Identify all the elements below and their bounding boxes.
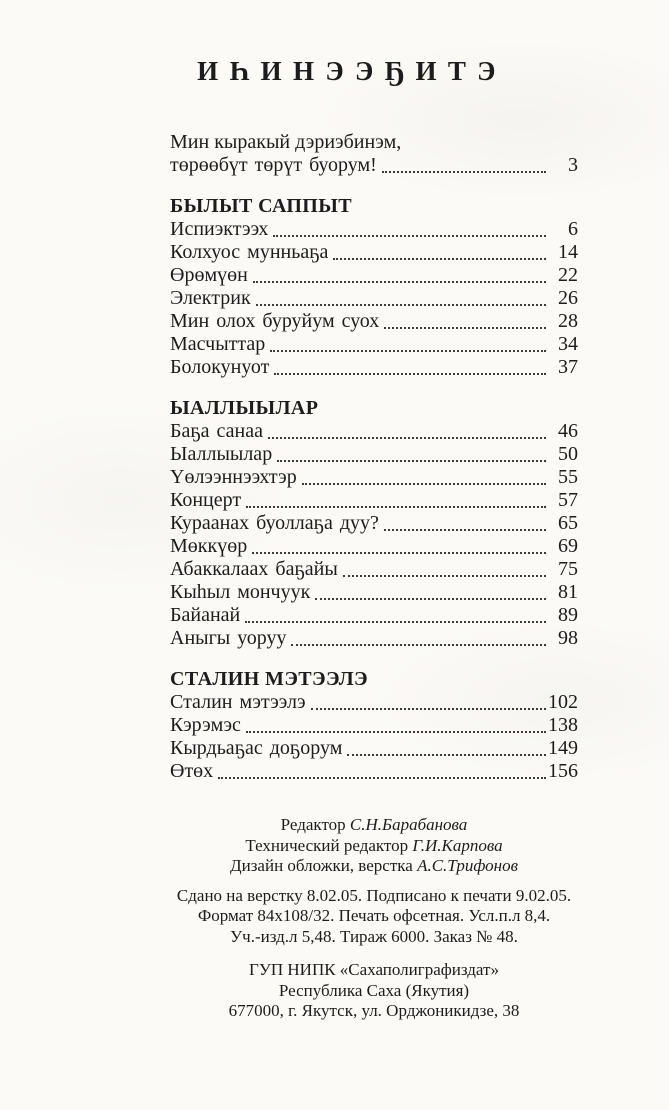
toc-entry-page: 50 bbox=[558, 443, 578, 465]
toc-entry-page: 28 bbox=[558, 310, 578, 332]
toc-entry bbox=[170, 310, 578, 333]
toc-section bbox=[170, 668, 578, 783]
toc-entry bbox=[170, 356, 578, 379]
toc-entry-page: 55 bbox=[558, 466, 578, 488]
toc-sections bbox=[170, 195, 578, 783]
contents-column bbox=[170, 0, 578, 1022]
toc-entry-title: Концерт bbox=[170, 489, 242, 511]
toc-entry bbox=[170, 241, 578, 264]
section-heading: СТАЛИН МЭТЭЭЛЭ bbox=[170, 668, 368, 690]
toc-section bbox=[170, 195, 578, 379]
colophon-staff-line bbox=[170, 836, 578, 857]
toc-entry-page: 138 bbox=[548, 714, 578, 736]
dot-leader bbox=[274, 373, 546, 375]
toc-intro-line2: төрөөбүт төрүт буорум! bbox=[170, 154, 377, 176]
toc-intro-line2-row bbox=[170, 154, 578, 177]
colophon-publisher-line: ГУП НИПК «Сахаполиграфиздат» bbox=[249, 960, 499, 979]
toc-entry bbox=[170, 760, 578, 783]
dot-leader bbox=[382, 171, 546, 173]
dot-leader bbox=[384, 327, 546, 329]
toc-entry-page: 6 bbox=[568, 218, 578, 240]
toc-entry-title: Кураанах буоллаҕа дуу? bbox=[170, 512, 379, 534]
colophon-staff-name: А.С.Трифонов bbox=[417, 856, 518, 875]
colophon-print-info-line: Формат 84х108/32. Печать офсетная. Усл.п.л 8,4. bbox=[197, 906, 551, 925]
toc-entry bbox=[170, 466, 578, 489]
dot-leader bbox=[343, 575, 546, 577]
toc-intro-entry bbox=[170, 131, 578, 177]
toc-entry-page: 69 bbox=[558, 535, 578, 557]
colophon-print-info bbox=[170, 886, 578, 948]
colophon-staff-name: С.Н.Барабанова bbox=[349, 815, 468, 834]
dot-leader bbox=[256, 304, 546, 306]
dot-leader bbox=[253, 281, 546, 283]
toc-entry-page: 102 bbox=[548, 691, 578, 713]
toc-entry-title: Испиэктээх bbox=[170, 218, 269, 240]
dot-leader bbox=[218, 777, 546, 779]
toc-entry-page: 75 bbox=[558, 558, 578, 580]
toc-entry-title: Кэрэмэс bbox=[170, 714, 241, 736]
dot-leader bbox=[302, 483, 546, 485]
colophon-publisher-line: Республика Саха (Якутия) bbox=[278, 980, 470, 1000]
toc-entry-title: Абаккалаах баҕайы bbox=[170, 558, 338, 580]
dot-leader bbox=[333, 258, 546, 260]
toc-entry-title: Сталин мэтээлэ bbox=[170, 691, 306, 713]
toc-entry bbox=[170, 333, 578, 356]
dot-leader bbox=[277, 460, 546, 462]
toc-entry bbox=[170, 420, 578, 443]
colophon-staff bbox=[170, 815, 578, 877]
toc-entry-title: Баҕа санаа bbox=[170, 420, 263, 442]
toc-entry-page: 65 bbox=[558, 512, 578, 534]
dot-leader bbox=[315, 598, 546, 600]
colophon-staff-line bbox=[170, 815, 578, 836]
toc-entry bbox=[170, 604, 578, 627]
toc-entry-page: 26 bbox=[558, 287, 578, 309]
dot-leader bbox=[384, 529, 546, 531]
toc-entry-page: 89 bbox=[558, 604, 578, 626]
toc-entry-title: Электрик bbox=[170, 287, 251, 309]
toc-entry bbox=[170, 443, 578, 466]
toc-entry-title: Болокунуот bbox=[170, 356, 270, 378]
toc-entry-page: 149 bbox=[548, 737, 578, 759]
toc-entry-page: 14 bbox=[558, 241, 578, 263]
toc-entry bbox=[170, 218, 578, 241]
toc-entry-title: Колхуос мунньаҕа bbox=[170, 241, 329, 263]
toc-entry-title: Ыаллыылар bbox=[170, 443, 273, 465]
dot-leader bbox=[268, 437, 546, 439]
toc-entry bbox=[170, 627, 578, 650]
colophon-staff-role: Дизайн обложки, верстка bbox=[230, 856, 413, 875]
toc-entry-page: 156 bbox=[548, 760, 578, 782]
toc-section bbox=[170, 397, 578, 650]
toc-entry bbox=[170, 714, 578, 737]
colophon-publisher bbox=[170, 960, 578, 1022]
dot-leader bbox=[245, 621, 546, 623]
toc-entry bbox=[170, 691, 578, 714]
dot-leader bbox=[291, 644, 546, 646]
dot-leader bbox=[252, 552, 546, 554]
toc-entry bbox=[170, 737, 578, 760]
toc-entry bbox=[170, 287, 578, 310]
section-heading: ЫАЛЛЫЫЛАР bbox=[170, 397, 319, 419]
dot-leader bbox=[311, 708, 546, 710]
colophon-staff-role: Редактор bbox=[280, 815, 346, 834]
dot-leader bbox=[273, 235, 546, 237]
toc-entry bbox=[170, 535, 578, 558]
toc-intro-page: 3 bbox=[568, 154, 578, 176]
toc-entry-title: Кыһыл мончуук bbox=[170, 581, 311, 603]
dot-leader bbox=[347, 754, 546, 756]
toc-entry-page: 46 bbox=[558, 420, 578, 442]
dot-leader bbox=[246, 506, 546, 508]
toc-entry bbox=[170, 264, 578, 287]
section-heading: БЫЛЫТ САППЫТ bbox=[170, 195, 353, 217]
toc-entry bbox=[170, 558, 578, 581]
toc-entry-page: 22 bbox=[558, 264, 578, 286]
toc-entry-page: 37 bbox=[558, 356, 578, 378]
colophon-staff-role: Технический редактор bbox=[245, 835, 409, 855]
colophon-print-info-line: Уч.-изд.л 5,48. Тираж 6000. Заказ № 48. bbox=[230, 926, 518, 946]
colophon-staff-name: Г.И.Карпова bbox=[412, 835, 503, 855]
toc-entry-title: Мөккүөр bbox=[170, 535, 248, 557]
toc-entry-page: 98 bbox=[558, 627, 578, 649]
colophon-print-info-line: Сдано на верстку 8.02.05. Подписано к печати 9.02.05. bbox=[176, 885, 572, 905]
toc-entry-title: Масчыттар bbox=[170, 333, 266, 355]
toc-entry-title: Байанай bbox=[170, 604, 241, 626]
dot-leader bbox=[270, 350, 546, 352]
toc-entry-title: Кырдьаҕас доҕорум bbox=[170, 737, 343, 759]
toc-entry-title: Аныгы уоруу bbox=[170, 627, 287, 649]
toc-entry-title: Мин олох буруйум суох bbox=[170, 310, 380, 332]
toc-entry-title: Өрөмүөн bbox=[170, 264, 248, 286]
toc-intro-line1: Мин кыракый дэриэбинэм, bbox=[170, 131, 402, 153]
colophon-publisher-line: 677000, г. Якутск, ул. Орджоникидзе, 38 bbox=[228, 1001, 520, 1020]
colophon-staff-line bbox=[170, 856, 578, 877]
toc-entry-title: Үөлээннээхтэр bbox=[170, 466, 297, 488]
dot-leader bbox=[246, 731, 546, 733]
toc-entry bbox=[170, 489, 578, 512]
toc-entry-title: Өтөх bbox=[170, 760, 214, 782]
toc-entry-page: 81 bbox=[558, 581, 578, 603]
toc-entry-page: 34 bbox=[558, 333, 578, 355]
toc-entry bbox=[170, 512, 578, 535]
colophon bbox=[170, 815, 578, 1022]
toc-entry bbox=[170, 581, 578, 604]
page-title: ИҺИНЭЭҔИТЭ bbox=[197, 56, 507, 86]
toc-entry-page: 57 bbox=[558, 489, 578, 511]
